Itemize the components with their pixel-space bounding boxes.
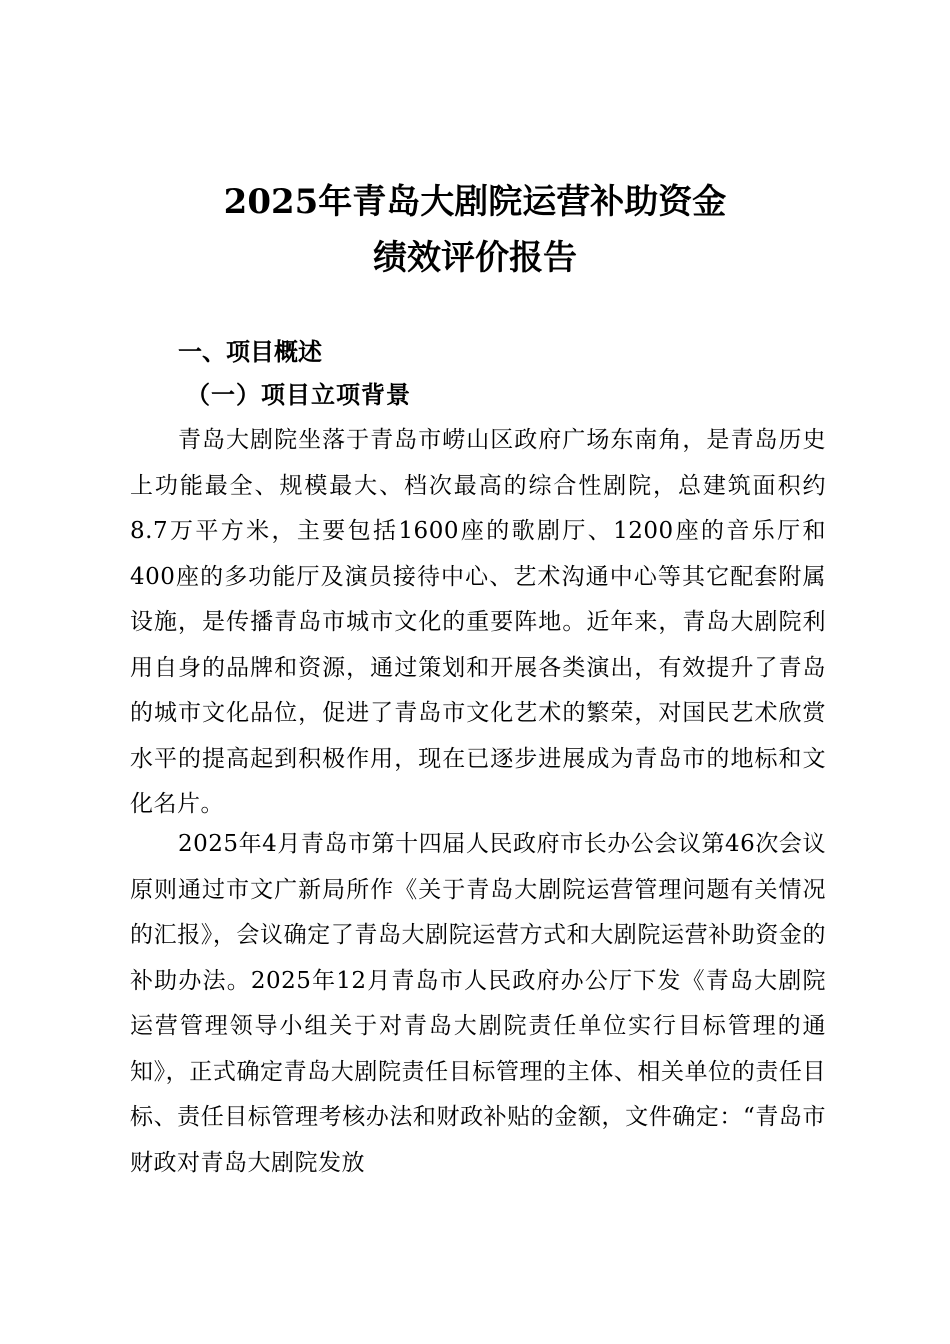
section-heading: 一、项目概述: [178, 338, 322, 366]
body-paragraph-1: 青岛大剧院坐落于青岛市崂山区政府广场东南角，是青岛历史上功能最全、规模最大、档次最高的综合性剧院，总建筑面积约8.7万平方米，主要包括1600座的歌剧厅、1200座的音乐厅和400座的多功能厅及演员接待中心、艺术沟通中心等其它配套附属设施，是传播青岛市城市文化的重要阵地。近年来，青岛大剧院利用自身的品牌和资源，通过策划和开展各类演出，有效提升了青岛的城市文化品位，促进了青岛市文化艺术的繁荣，对国民艺术欣赏水平的提高起到积极作用，现在已逐步进展成为青岛市的地标和文化名片。: [130, 427, 826, 817]
report-title-line-2: 绩效评价报告: [373, 238, 577, 278]
report-title-line-1: 2025年青岛大剧院运营补助资金: [223, 182, 727, 222]
body-paragraph-2: 2025年4月青岛市第十四届人民政府市长办公会议第46次会议原则通过市文广新局所作《关于青岛大剧院运营管理问题有关情况的汇报》，会议确定了青岛大剧院运营方式和大剧院运营补助资金的补助办法。2025年12月青岛市人民政府办公厅下发《青岛大剧院运营管理领导小组关于对青岛大剧院责任单位实行目标管理的通知》，正式确定青岛大剧院责任目标管理的主体、相关单位的责任目标、责任目标管理考核办法和财政补贴的金额，文件确定：“青岛市财政对青岛大剧院发放: [130, 831, 826, 1176]
subsection-heading: （一）项目立项背景: [186, 381, 411, 409]
